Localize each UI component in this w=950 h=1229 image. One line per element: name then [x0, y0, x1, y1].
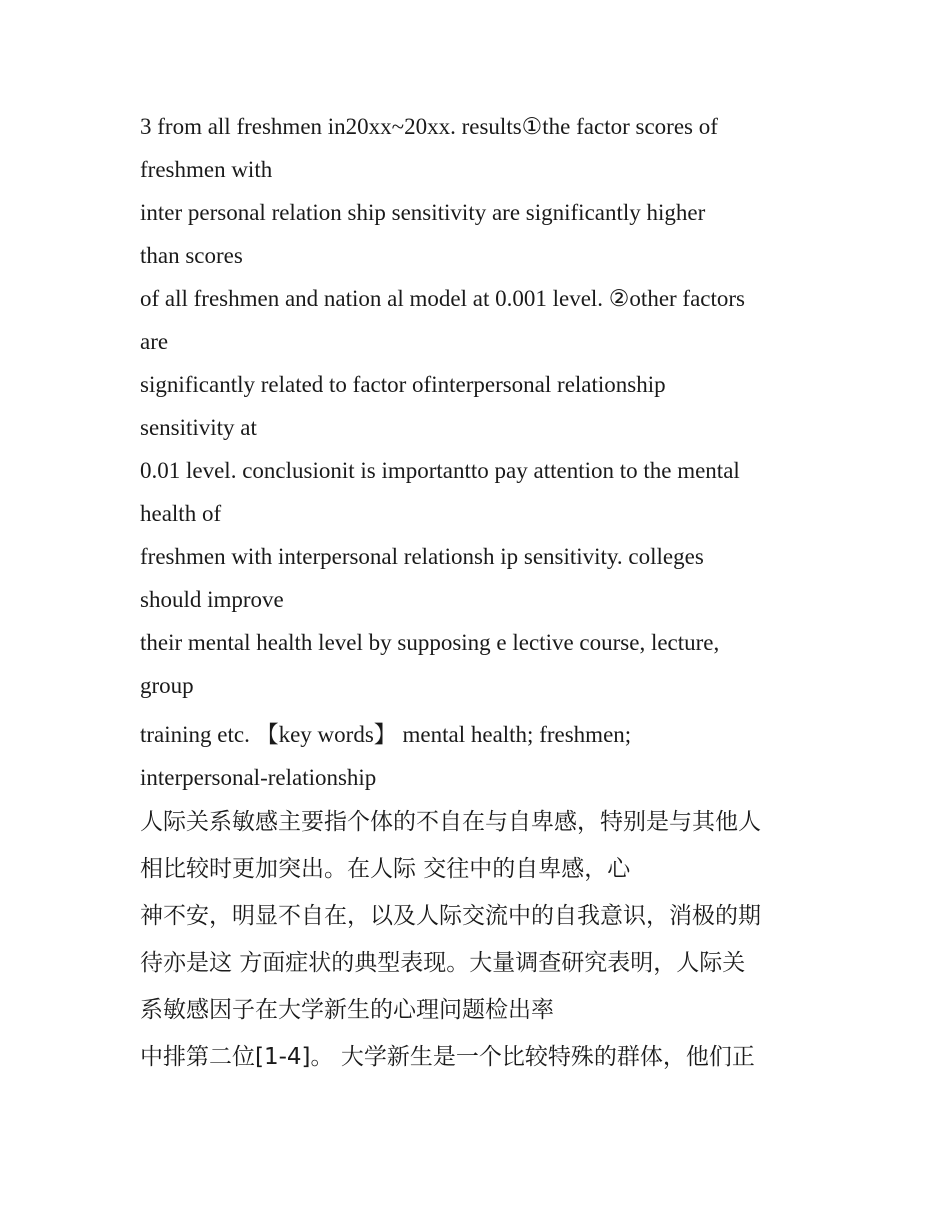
english-text-line: of all freshmen and nation al model at 0.001 level. ②other factors [140, 286, 746, 311]
english-text-line: health of [140, 501, 222, 526]
chinese-text-line: 系敏感因子在大学新生的心理问题检出率 [140, 997, 554, 1023]
english-text-line: 0.01 level. conclusionit is importantto pay attention to the mental [140, 458, 740, 483]
english-text-line: group [140, 673, 194, 698]
english-text-line: freshmen with [140, 157, 273, 182]
english-text-line: their mental health level by supposing e lective course, lecture, [140, 630, 720, 655]
chinese-text-line: 神不安，明显不自在，以及人际交流中的自我意识，消极的期 [140, 903, 761, 929]
chinese-text-line: 人际关系敏感主要指个体的不自在与自卑感，特别是与其他人 [140, 809, 761, 835]
english-text-line: 3 from all freshmen in20xx~20xx. results①the factor scores of [140, 114, 718, 139]
chinese-text-line: 中排第二位[1-4]。 大学新生是一个比较特殊的群体，他们正 [140, 1044, 755, 1070]
english-text-line: than scores [140, 243, 243, 268]
keywords-line-continued: interpersonal-relationship [140, 765, 377, 790]
chinese-text-line: 相比较时更加突出。在人际 交往中的自卑感，心 [140, 856, 631, 882]
keywords-line: training etc. 【key words】 mental health; freshmen; [140, 722, 632, 747]
english-text-line: are [140, 329, 169, 354]
chinese-text-line: 待亦是这 方面症状的典型表现。大量调查研究表明，人际关 [140, 950, 746, 976]
english-text-line: sensitivity at [140, 415, 257, 440]
english-text-line: inter personal relation ship sensitivity are significantly higher [140, 200, 706, 225]
english-text-line: should improve [140, 587, 284, 612]
english-text-line: significantly related to factor ofinterpersonal relationship [140, 372, 666, 397]
document-body [140, 105, 820, 1081]
english-text-line: freshmen with interpersonal relationsh ip sensitivity. colleges [140, 544, 704, 569]
